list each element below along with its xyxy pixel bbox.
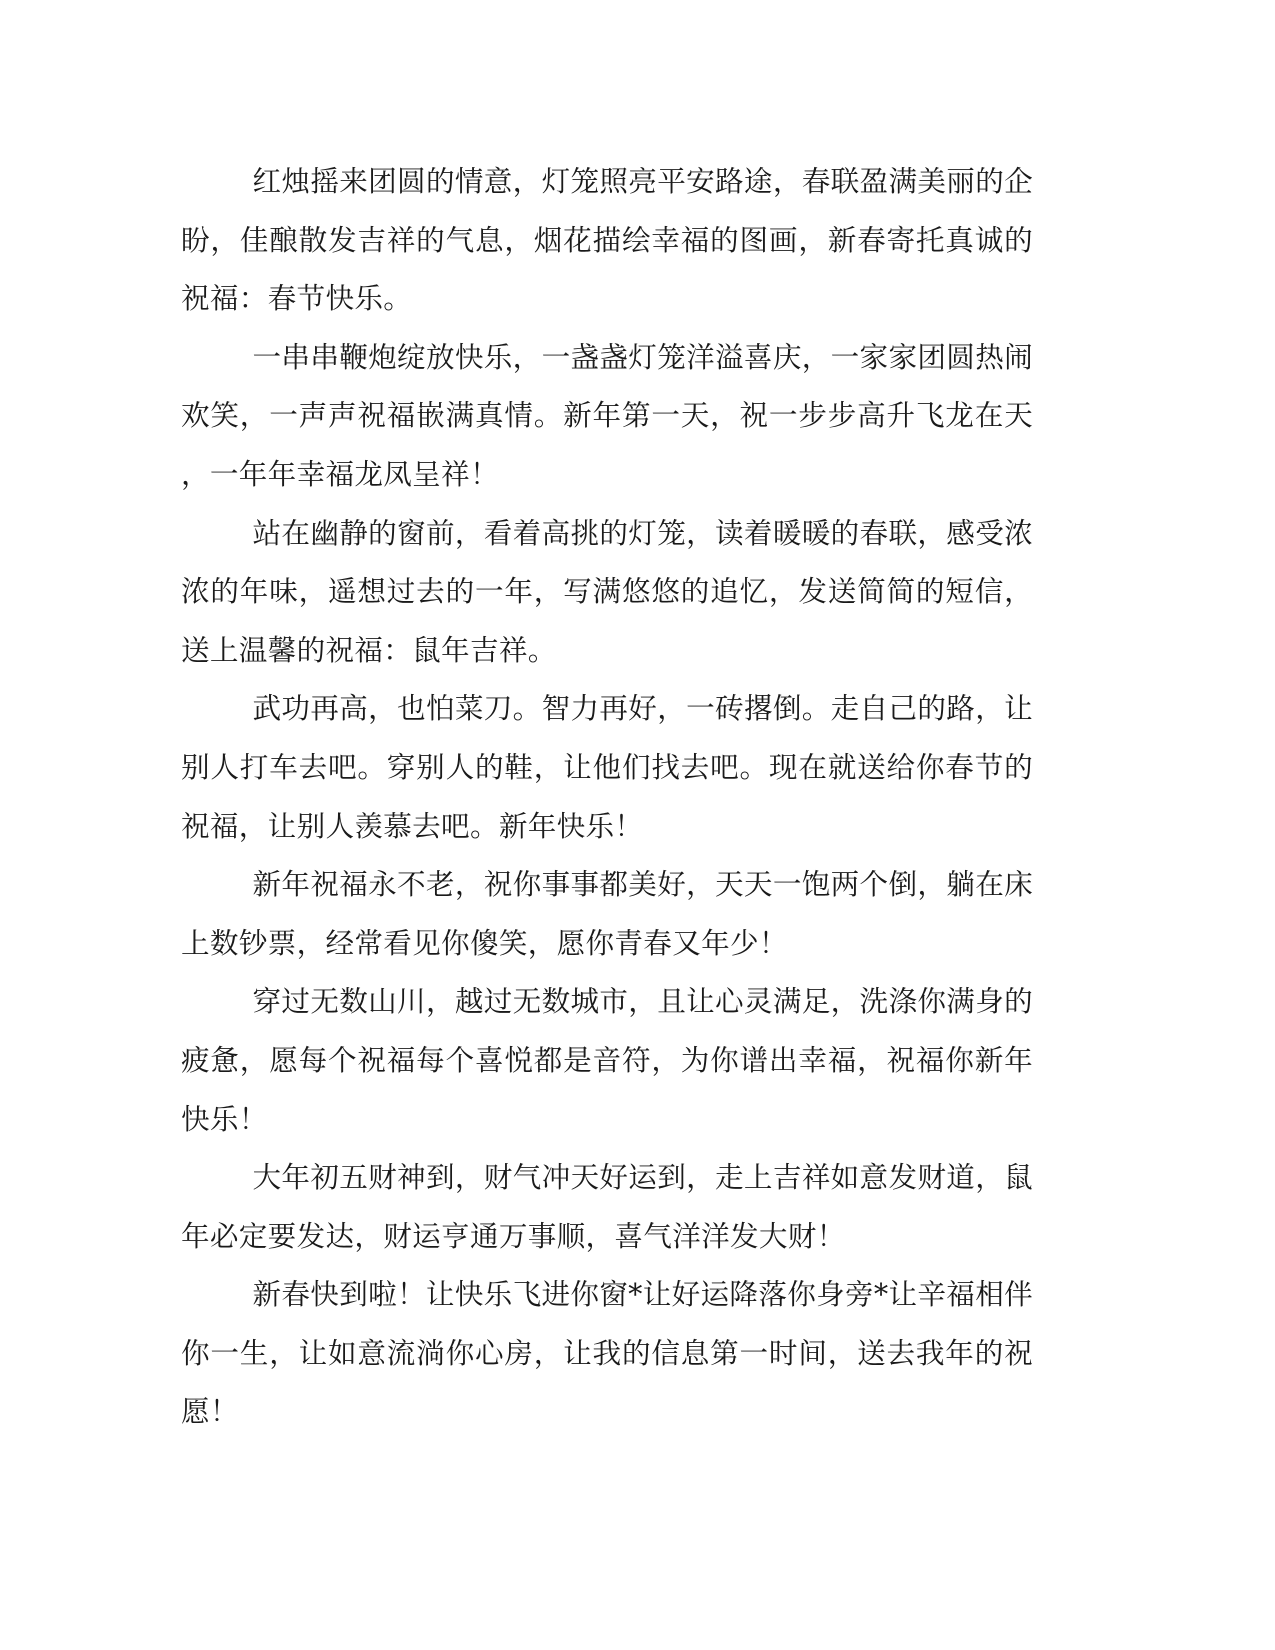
paragraph-1: 红烛摇来团圆的情意，灯笼照亮平安路途，春联盈满美丽的企盼，佳酿散发吉祥的气息，烟花描绘幸福的图画，新春寄托真诚的祝福：春节快乐。 bbox=[181, 164, 1033, 316]
paragraph-5: 新年祝福永不老，祝你事事都美好，天天一饱两个倒，躺在床上数钞票，经常看见你傻笑，愿你青春又年少！ bbox=[181, 867, 1033, 960]
paragraph-3: 站在幽静的窗前，看着高挑的灯笼，读着暖暖的春联，感受浓浓的年味，遥想过去的一年，写满悠悠的追忆，发送简简的短信，送上温馨的祝福：鼠年吉祥。 bbox=[181, 515, 1033, 667]
paragraph-2: 一串串鞭炮绽放快乐，一盏盏灯笼洋溢喜庆，一家家团圆热闹欢笑，一声声祝福嵌满真情。新年第一天，祝一步步高升飞龙在天，一年年幸福龙凤呈祥！ bbox=[181, 339, 1033, 491]
paragraph-6: 穿过无数山川，越过无数城市，且让心灵满足，洗涤你满身的疲惫，愿每个祝福每个喜悦都是音符，为你谱出幸福，祝福你新年快乐！ bbox=[181, 984, 1033, 1136]
paragraph-8: 新春快到啦！让快乐飞进你窗*让好运降落你身旁*让辛福相伴你一生，让如意流淌你心房，让我的信息第一时间，送去我年的祝愿！ bbox=[181, 1277, 1033, 1429]
document-body bbox=[181, 152, 1033, 1441]
paragraph-7: 大年初五财神到，财气冲天好运到，走上吉祥如意发财道，鼠年必定要发达，财运亨通万事顺，喜气洋洋发大财！ bbox=[181, 1160, 1033, 1253]
paragraph-4: 武功再高，也怕菜刀。智力再好，一砖撂倒。走自己的路，让别人打车去吧。穿别人的鞋，让他们找去吧。现在就送给你春节的祝福，让别人羡慕去吧。新年快乐！ bbox=[181, 691, 1033, 843]
